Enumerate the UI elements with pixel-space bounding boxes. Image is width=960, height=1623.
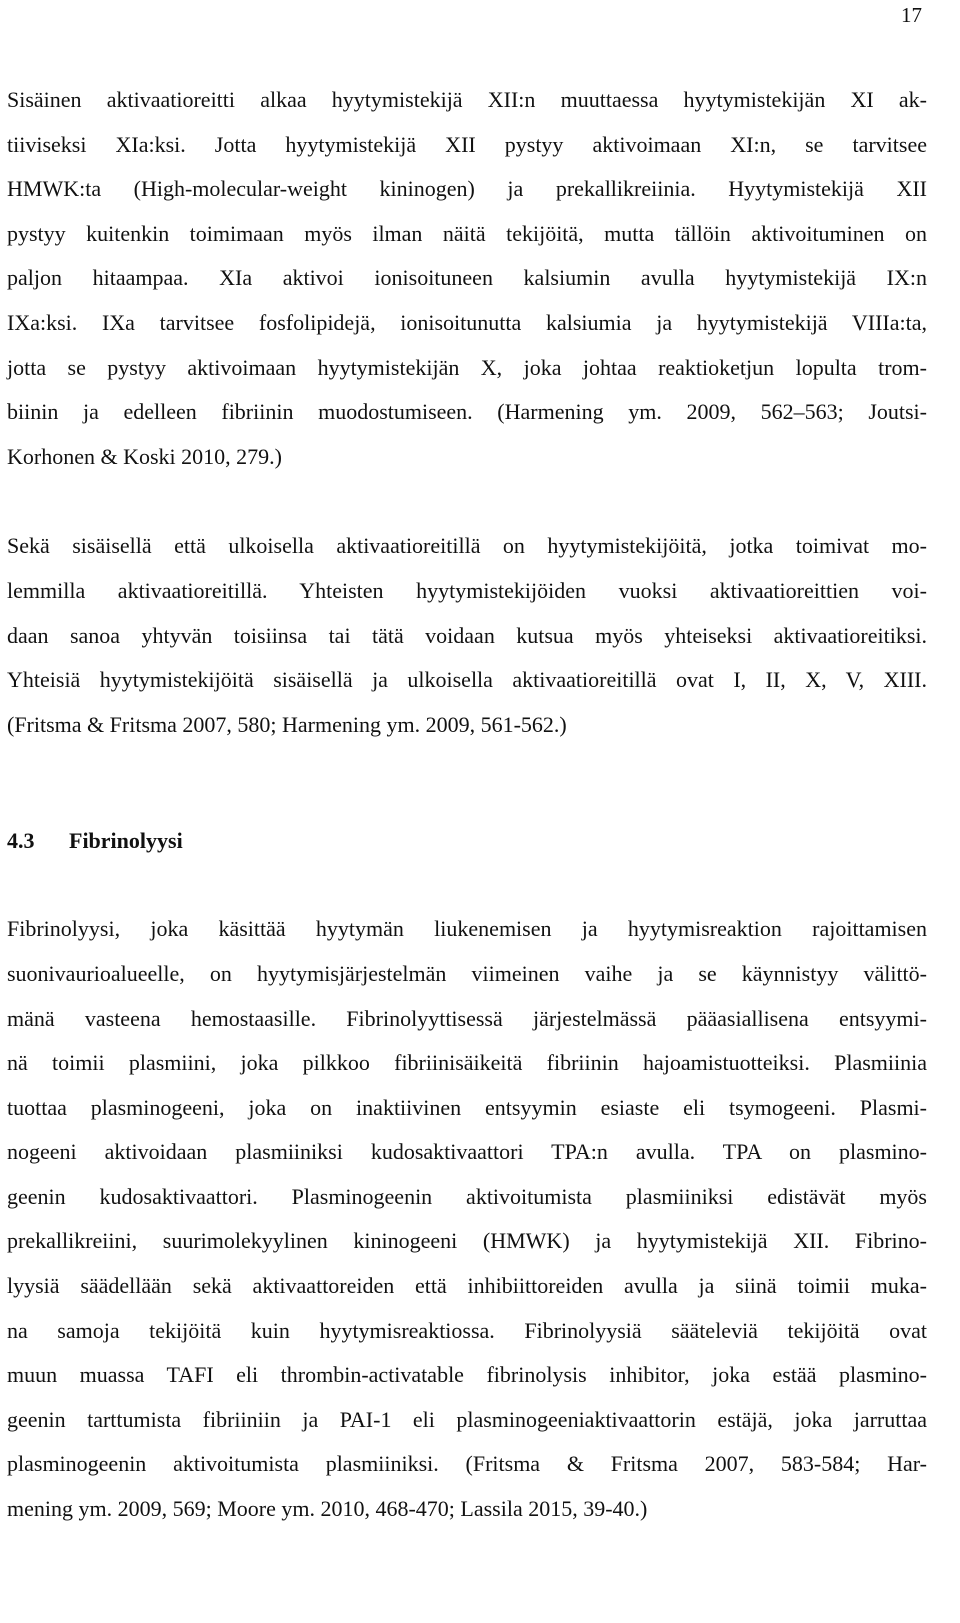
text-line: Sekä sisäisellä että ulkoisella aktivaatioreitillä on hyytymistekijöitä, jotka toimivat mo-: [7, 533, 927, 559]
text-line: Fibrinolyysi, joka käsittää hyytymän liukenemisen ja hyytymisreaktion rajoittamisen: [7, 916, 927, 942]
text-line: muun muassa TAFI eli thrombin-activatable fibrinolysis inhibitor, joka estää plasmino-: [7, 1362, 927, 1388]
paragraph-fibrinolysis: [7, 907, 927, 1531]
text-line: geenin tarttumista fibriiniin ja PAI-1 eli plasminogeeniaktivaattorin estäjä, joka jarruttaa: [7, 1406, 927, 1432]
document-body: [7, 78, 927, 1532]
text-line: plasminogeenin aktivoitumista plasmiiniksi. (Fritsma & Fritsma 2007, 583-584; Har-: [7, 1451, 927, 1477]
paragraph-common-pathway: [7, 524, 927, 747]
text-line: biinin ja edelleen fibriinin muodostumiseen. (Harmening ym. 2009, 562–563; Joutsi-: [7, 399, 927, 425]
text-line: na samoja tekijöitä kuin hyytymisreaktiossa. Fibrinolyysiä sääteleviä tekijöitä ovat: [7, 1317, 927, 1343]
text-line: geenin kudosaktivaattori. Plasminogeenin aktivoitumista plasmiiniksi edistävät myös: [7, 1183, 927, 1209]
text-line: paljon hitaampaa. XIa aktivoi ionisoituneen kalsiumin avulla hyytymistekijä IX:n: [7, 265, 927, 291]
text-line: HMWK:ta (High-molecular-weight kininogen) ja prekallikreiinia. Hyytymistekijä XII: [7, 176, 927, 202]
section-title: Fibrinolyysi: [69, 828, 183, 854]
text-line: Korhonen & Koski 2010, 279.): [7, 443, 282, 469]
text-line: lemmilla aktivaatioreitillä. Yhteisten hyytymistekijöiden vuoksi aktivaatioreittien voi-: [7, 577, 927, 603]
text-line: Sisäinen aktivaatioreitti alkaa hyytymistekijä XII:n muuttaessa hyytymistekijän XI ak-: [7, 87, 927, 112]
page-number: 17: [901, 3, 922, 27]
text-line: suonivaurioalueelle, on hyytymisjärjestelmän viimeinen vaihe ja se käynnistyy välittö-: [7, 960, 927, 986]
text-line: jotta se pystyy aktivoimaan hyytymistekijän X, joka johtaa reaktioketjun lopulta trom-: [7, 354, 927, 380]
text-line: IXa:ksi. IXa tarvitsee fosfolipidejä, ionisoitunutta kalsiumia ja hyytymistekijä VIIIa:ta,: [7, 309, 927, 335]
text-line: nä toimii plasmiini, joka pilkkoo fibriinisäikeitä fibriinin hajoamistuotteiksi. Plasmiinia: [7, 1050, 927, 1076]
text-line: daan sanoa yhtyvän toisiinsa tai tätä voidaan kutsua myös yhteiseksi aktivaatioreitiksi.: [7, 622, 927, 648]
text-line: Yhteisiä hyytymistekijöitä sisäisellä ja ulkoisella aktivaatioreitillä ovat I, II, X, V, XIII.: [7, 667, 927, 693]
text-line: pystyy kuitenkin toimimaan myös ilman näitä tekijöitä, mutta tällöin aktivoituminen on: [7, 220, 927, 246]
text-line: (Fritsma & Fritsma 2007, 580; Harmening ym. 2009, 561-562.): [7, 711, 567, 737]
text-line: tuottaa plasminogeeni, joka on inaktiivinen entsyymin esiaste eli tsymogeeni. Plasmi-: [7, 1094, 927, 1120]
paragraph-intrinsic-pathway: [7, 78, 927, 479]
text-line: mening ym. 2009, 569; Moore ym. 2010, 468-470; Lassila 2015, 39-40.): [7, 1496, 648, 1522]
text-line: lyysiä säädellään sekä aktivaattoreiden että inhibiittoreiden avulla ja siinä toimii muka-: [7, 1273, 927, 1299]
text-line: nogeeni aktivoidaan plasmiiniksi kudosaktivaattori TPA:n avulla. TPA on plasmino-: [7, 1139, 927, 1165]
text-line: tiiviseksi XIa:ksi. Jotta hyytymistekijä XII pystyy aktivoimaan XI:n, se tarvitsee: [7, 131, 927, 157]
section-heading: [7, 819, 927, 863]
section-number: 4.3: [7, 828, 35, 854]
text-line: mänä vasteena hemostaasille. Fibrinolyyttisessä järjestelmässä pääasiallisena entsyymi-: [7, 1005, 927, 1031]
text-line: prekallikreiini, suurimolekyylinen kininogeeni (HMWK) ja hyytymistekijä XII. Fibrino-: [7, 1228, 927, 1254]
